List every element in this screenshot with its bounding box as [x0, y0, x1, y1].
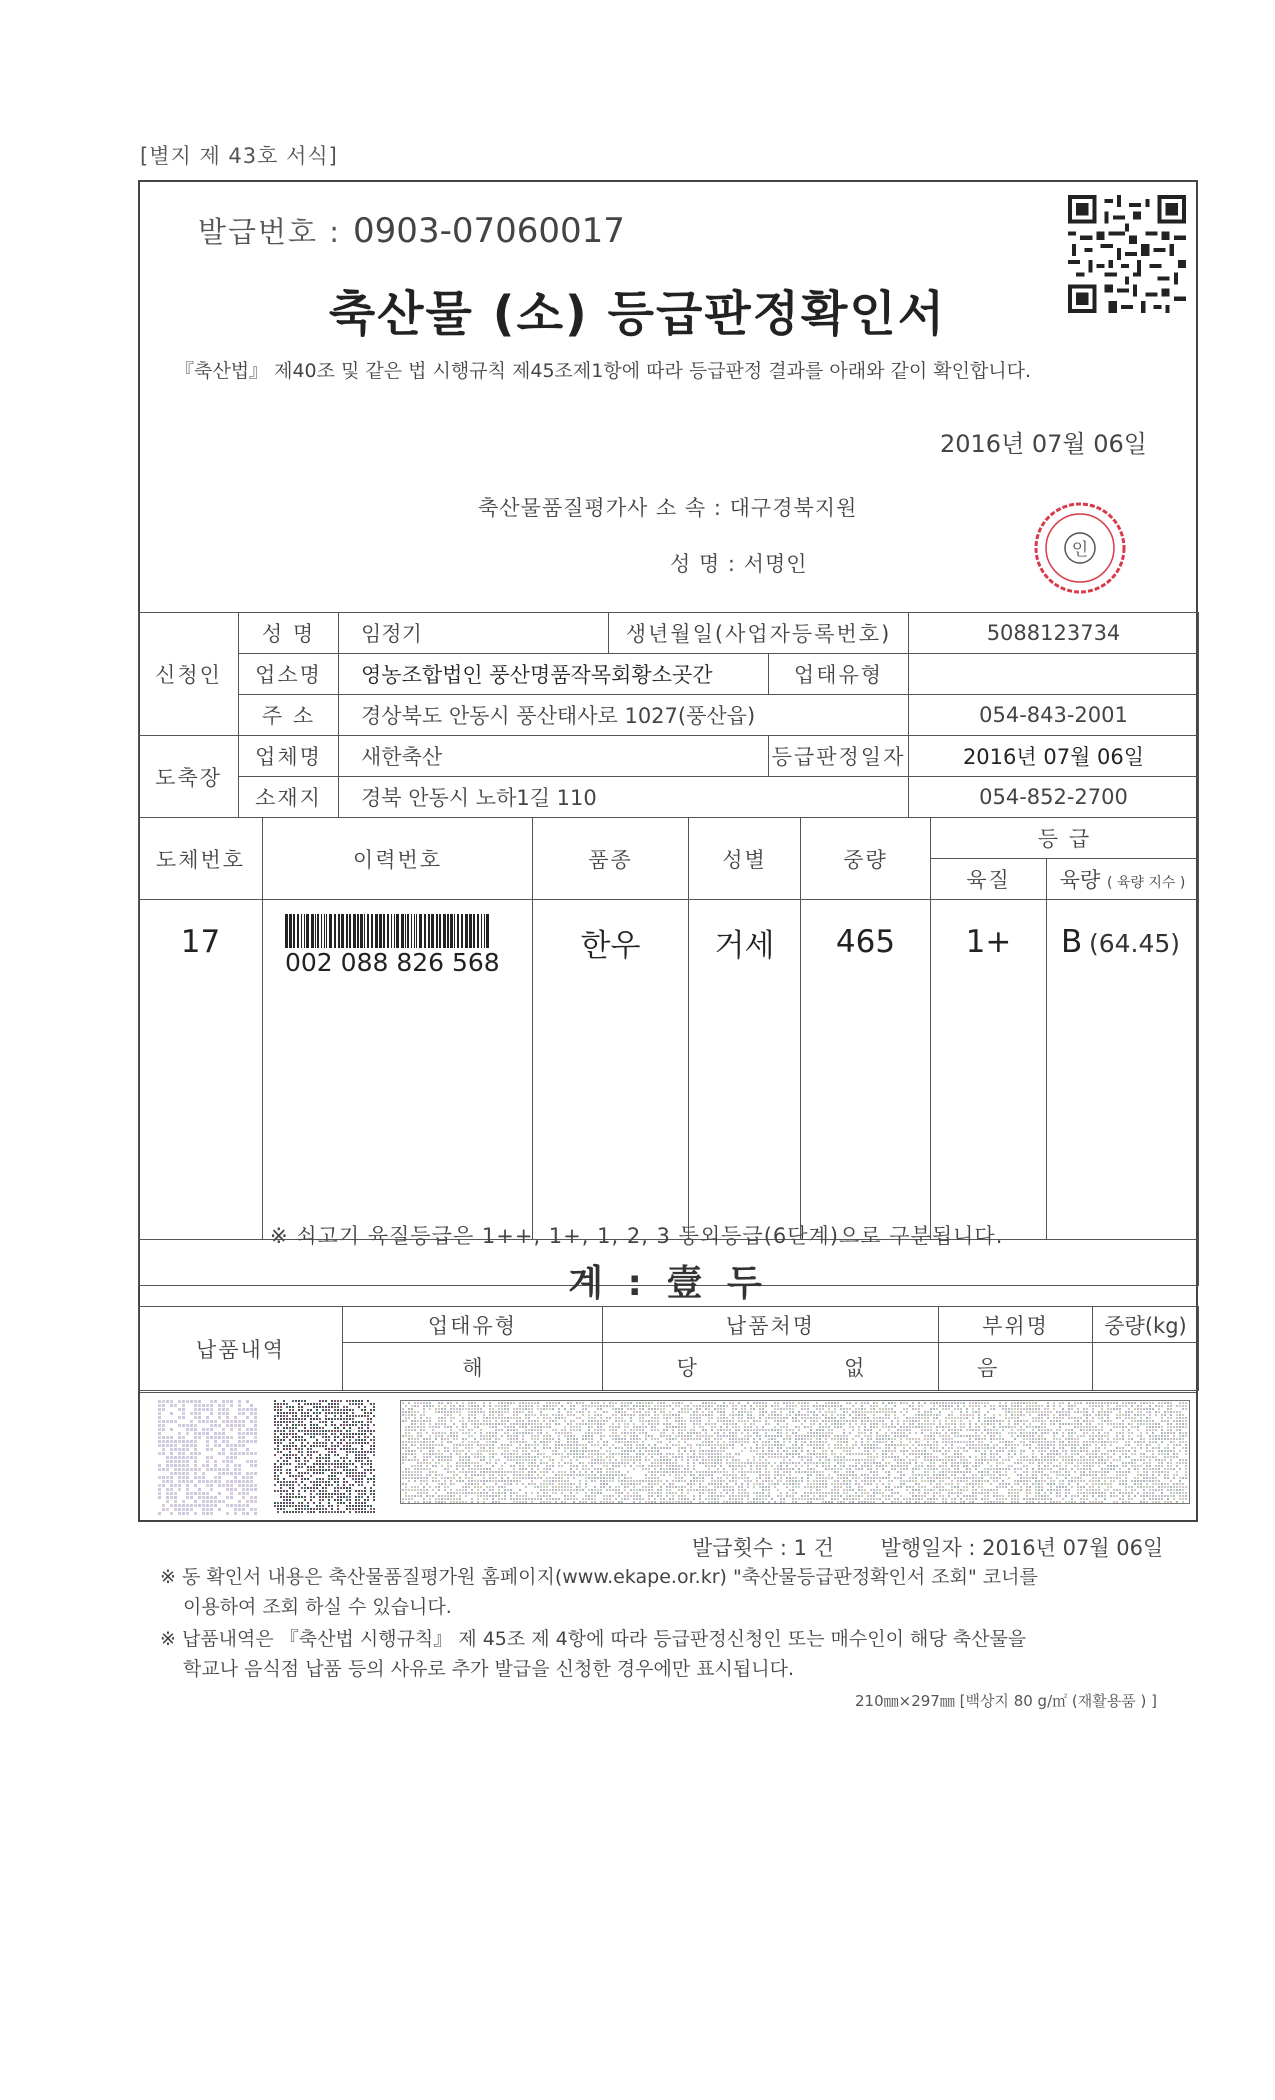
inspector-affiliation: 축산물품질평가사 소 속 : 대구경북지원 — [478, 496, 858, 520]
barcode-image — [285, 914, 495, 948]
footer-note-1-cont: 이용하여 조회 하실 수 있습니다. — [183, 1596, 452, 1618]
yield-index-header: ( 육량 지수 ) — [1106, 875, 1186, 891]
sex-value: 거세 — [689, 900, 801, 1240]
address-label: 주 소 — [239, 695, 339, 736]
delivery-value-3: 없 — [844, 1355, 865, 1380]
grading-date-label: 등급판정일자 — [769, 736, 909, 777]
document-title: 축산물 (소) 등급판정확인서 — [328, 286, 947, 342]
grade-table — [138, 817, 1199, 1286]
breed-header: 품종 — [533, 818, 689, 900]
footer-note-2: ※ 납품내역은 『축산법 시행규칙』 제 45조 제 4항에 따라 등급판정신청인 또는 매수인이 해당 축산물을 — [160, 1628, 1027, 1650]
delivery-weight-value — [1093, 1343, 1199, 1391]
total-count: 계 : 壹 두 — [568, 1263, 768, 1304]
breed-value: 한우 — [533, 900, 689, 1240]
info-table — [138, 612, 1199, 818]
delivery-value-1: 해 — [343, 1343, 603, 1391]
official-seal — [1032, 500, 1128, 596]
intro-text: 『축산법』 제40조 및 같은 법 시행규칙 제45조제1항에 따라 등급판정 결과를 아래와 같이 확인합니다. — [175, 360, 1032, 382]
grade-note: ※ 쇠고기 육질등급은 1++, 1+, 1, 2, 3 등외등급(6단계)으로 구분됩니다. — [270, 1224, 1004, 1248]
issue-summary — [692, 1532, 1163, 1562]
location-value: 경북 안동시 노하1길 110 — [339, 777, 909, 818]
security-pattern-left — [156, 1398, 260, 1516]
issue-number-label: 발급번호 : — [198, 215, 342, 249]
delivery-value-4: 음 — [939, 1343, 1093, 1391]
issue-number — [198, 210, 625, 251]
delivery-value-2: 당 — [676, 1355, 697, 1380]
company-name: 새한축산 — [339, 736, 769, 777]
trace-no: 002 088 826 568 — [285, 948, 500, 977]
address-value: 경상북도 안동시 풍산태사로 1027(풍산읍) — [339, 695, 909, 736]
grading-date: 2016년 07월 06일 — [909, 736, 1199, 777]
trace-no-cell — [263, 900, 533, 1240]
applicant-phone: 054-843-2001 — [909, 695, 1199, 736]
footer-note-1: ※ 동 확인서 내용은 축산물품질평가원 홈페이지(www.ekape.or.kr) "축산물등급판정확인서 조회" 코너를 — [160, 1566, 1038, 1588]
quality-header: 육질 — [931, 859, 1047, 900]
security-pattern-middle — [272, 1398, 376, 1516]
weight-value: 465 — [801, 900, 931, 1240]
business-type-label: 업태유형 — [769, 654, 909, 695]
carcass-no: 17 — [139, 900, 263, 1240]
weight-header: 중량 — [801, 818, 931, 900]
issue-number-value: 0903-07060017 — [353, 211, 625, 251]
delivery-weight-header: 중량(kg) — [1093, 1307, 1199, 1343]
yield-index: (64.45) — [1088, 929, 1181, 958]
delivery-destination-header: 납품처명 — [603, 1307, 939, 1343]
sex-header: 성별 — [689, 818, 801, 900]
quality-grade: 1+ — [931, 900, 1047, 1240]
seal-mark: 인 — [1071, 540, 1089, 560]
inspector-name: 성 명 : 서명인 — [670, 552, 808, 576]
business-name: 영농조합법인 풍산명품작목회황소곳간 — [339, 654, 769, 695]
applicant-section-label: 신청인 — [139, 613, 239, 736]
slaughterhouse-section-label: 도축장 — [139, 736, 239, 818]
location-label: 소재지 — [239, 777, 339, 818]
grade-header: 등 급 — [931, 818, 1199, 859]
delivery-type-header: 업태유형 — [343, 1307, 603, 1343]
business-label: 업소명 — [239, 654, 339, 695]
form-number: [별지 제 43호 서식] — [140, 144, 338, 168]
paper-spec: 210㎜×297㎜ [백상지 80 g/㎡ (재활용품 ) ] — [855, 1692, 1157, 1710]
applicant-name: 임정기 — [339, 613, 609, 654]
delivery-table — [138, 1306, 1199, 1391]
birth-label: 생년월일(사업자등록번호) — [609, 613, 909, 654]
issue-count: 발급횟수 : 1 건 — [692, 1536, 834, 1560]
publish-date: 발행일자 : 2016년 07월 06일 — [880, 1536, 1164, 1560]
yield-cell — [1047, 900, 1199, 1240]
trace-no-header: 이력번호 — [263, 818, 533, 900]
delivery-destination-cell — [603, 1343, 939, 1391]
qr-code — [1068, 192, 1186, 316]
birth-value: 5088123734 — [909, 613, 1199, 654]
security-pattern-right — [400, 1400, 1190, 1504]
company-label: 업체명 — [239, 736, 339, 777]
delivery-label: 납품내역 — [139, 1307, 343, 1391]
issue-date: 2016년 07월 06일 — [940, 430, 1147, 458]
slaughterhouse-phone: 054-852-2700 — [909, 777, 1199, 818]
business-type-value — [909, 654, 1199, 695]
yield-header — [1047, 859, 1199, 900]
carcass-no-header: 도체번호 — [139, 818, 263, 900]
delivery-part-header: 부위명 — [939, 1307, 1093, 1343]
footer-note-2-cont: 학교나 음식점 납품 등의 사유로 추가 발급을 신청한 경우에만 표시됩니다. — [183, 1658, 795, 1680]
yield-grade: B — [1061, 924, 1083, 960]
applicant-name-label: 성 명 — [239, 613, 339, 654]
yield-header-label: 육량 — [1059, 868, 1101, 892]
